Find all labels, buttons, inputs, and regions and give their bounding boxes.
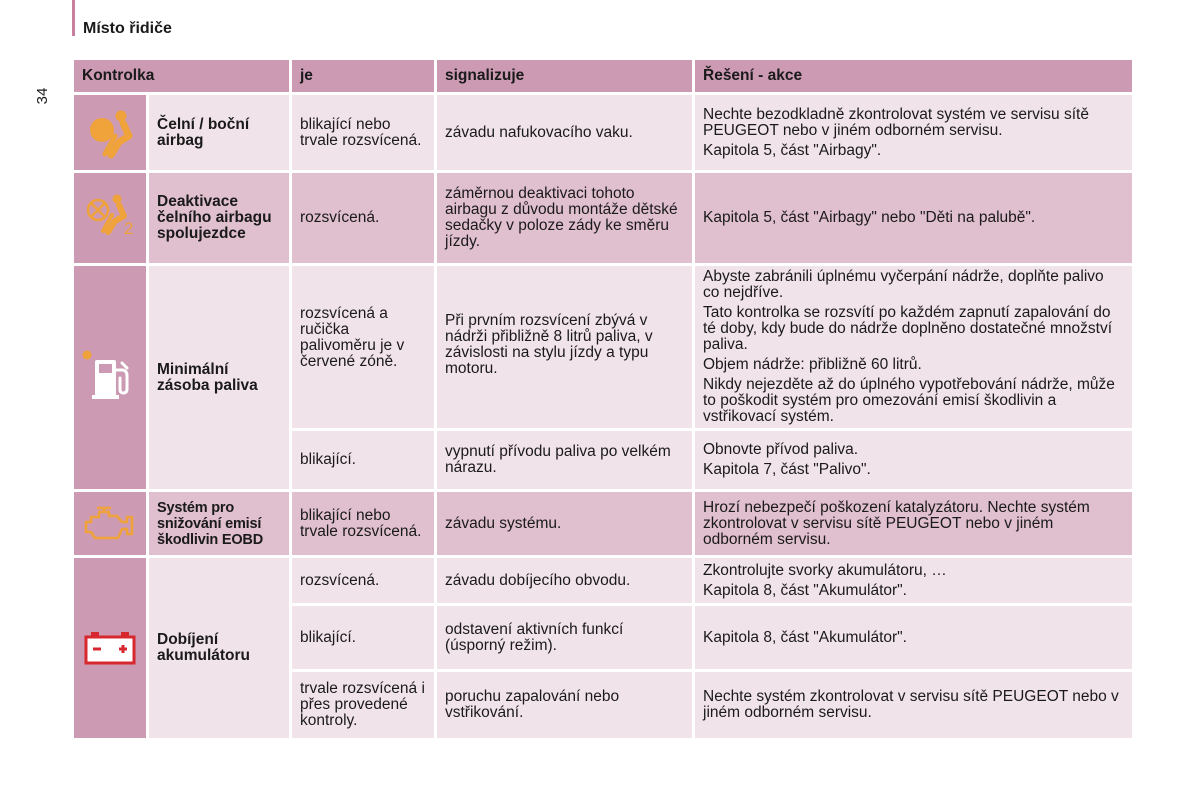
warning-name: Deaktivace čelního airbagu spolujezdce bbox=[149, 173, 289, 263]
state-cell: blikající nebo trvale rozsvícená. bbox=[292, 492, 434, 555]
action-text: Tato kontrolka se rozsvítí po každém zapnutí zapalování do té doby, kdy bude do nádrže doplněno dostatečné množství paliva. bbox=[703, 304, 1113, 353]
icon-cell bbox=[74, 95, 146, 170]
table-header-row bbox=[74, 60, 1132, 92]
action-text: Kapitola 8, část "Akumulátor". bbox=[703, 581, 907, 599]
table-row bbox=[74, 266, 1132, 428]
action-text: Abyste zabránili úplnému vyčerpání nádrže, doplňte palivo co nejdříve. bbox=[703, 268, 1104, 301]
warning-lights-table bbox=[71, 57, 1135, 741]
action-text: Nechte bezodkladně zkontrolovat systém ve servisu sítě PEUGEOT nebo v jiném odborném servisu. bbox=[703, 105, 1089, 139]
action-cell bbox=[695, 431, 1132, 489]
state-cell: trvale rozsvícená i přes provedené kontroly. bbox=[292, 672, 434, 738]
section-title: Místo řidiče bbox=[83, 20, 172, 37]
action-text: Kapitola 5, část "Airbagy". bbox=[703, 141, 882, 159]
action-cell bbox=[695, 606, 1132, 669]
signal-cell: poruchu zapalování nebo vstřikování. bbox=[437, 672, 692, 738]
svg-text:2: 2 bbox=[124, 219, 134, 238]
signal-cell: záměrnou deaktivaci tohoto airbagu z důvodu montáže dětské sedačky v poloze zády ke směru jízdy. bbox=[437, 173, 692, 263]
action-text: Hrozí nebezpečí poškození katalyzátoru. Nechte systém zkontrolovat v servisu sítě PEUGEOT nebo v jiném odborném servisu. bbox=[703, 498, 1090, 548]
icon-cell bbox=[74, 558, 146, 738]
action-text: Kapitola 7, část "Palivo". bbox=[703, 461, 871, 478]
warning-name: Minimální zásoba paliva bbox=[149, 266, 289, 489]
action-cell bbox=[695, 173, 1132, 263]
state-cell: blikající nebo trvale rozsvícená. bbox=[292, 95, 434, 170]
table-row bbox=[74, 173, 1132, 263]
icon-cell bbox=[74, 492, 146, 555]
table-row bbox=[74, 492, 1132, 555]
action-text: Kapitola 8, část "Akumulátor". bbox=[703, 628, 907, 646]
signal-cell: vypnutí přívodu paliva po velkém nárazu. bbox=[437, 431, 692, 489]
action-text: Objem nádrže: přibližně 60 litrů. bbox=[703, 356, 922, 373]
table-row bbox=[74, 558, 1132, 603]
battery-icon bbox=[83, 628, 137, 668]
header-je: je bbox=[292, 60, 434, 92]
header-signalizuje: signalizuje bbox=[437, 60, 692, 92]
action-cell bbox=[695, 95, 1132, 170]
section-accent-bar bbox=[72, 0, 75, 36]
action-cell bbox=[695, 266, 1132, 428]
state-cell: blikající. bbox=[292, 431, 434, 489]
warning-name: Systém pro snižování emisí škodlivin EOBD bbox=[149, 492, 289, 555]
page-number: 34 bbox=[34, 87, 51, 105]
signal-cell: závadu nafukovacího vaku. bbox=[437, 95, 692, 170]
header-reseni: Řešení - akce bbox=[695, 60, 1132, 92]
action-text: Kapitola 5, část "Airbagy" nebo "Děti na palubě". bbox=[703, 209, 1036, 226]
warning-name: Čelní / boční airbag bbox=[149, 95, 289, 170]
engine-check-icon bbox=[81, 503, 139, 545]
action-cell bbox=[695, 558, 1132, 603]
warning-name: Dobíjení akumulátoru bbox=[149, 558, 289, 738]
icon-cell bbox=[74, 173, 146, 263]
airbag-warning-icon bbox=[83, 106, 137, 160]
state-cell: blikající. bbox=[292, 606, 434, 669]
state-cell: rozsvícená. bbox=[292, 558, 434, 603]
action-text: Obnovte přívod paliva. bbox=[703, 441, 859, 458]
state-cell: rozsvícená. bbox=[292, 173, 434, 263]
signal-cell: závadu dobíjecího obvodu. bbox=[437, 558, 692, 603]
action-cell bbox=[695, 492, 1132, 555]
action-text: Nechte systém zkontrolovat v servisu sítě PEUGEOT nebo v jiném odborném servisu. bbox=[703, 688, 1119, 721]
signal-cell: odstavení aktivních funkcí (úsporný režim). bbox=[437, 606, 692, 669]
passenger-airbag-off-icon bbox=[82, 190, 138, 246]
signal-cell: Při prvním rozsvícení zbývá v nádrži přibližně 8 litrů paliva, v závislosti na stylu jízdy a typu motoru. bbox=[437, 266, 692, 428]
signal-cell: závadu systému. bbox=[437, 492, 692, 555]
state-cell: rozsvícená a ručička palivoměru je v červené zóně. bbox=[292, 266, 434, 428]
header-kontrolka: Kontrolka bbox=[74, 60, 289, 92]
action-cell bbox=[695, 672, 1132, 738]
action-text: Zkontrolujte svorky akumulátoru, … bbox=[703, 561, 947, 579]
action-text: Nikdy nejezděte až do úplného vypotřebování nádrže, může to poškodit systém pro omezování emisí škodlivin a vstřikovací systém. bbox=[703, 376, 1115, 425]
icon-cell bbox=[74, 266, 146, 489]
table-row bbox=[74, 95, 1132, 170]
fuel-pump-icon bbox=[82, 350, 138, 406]
